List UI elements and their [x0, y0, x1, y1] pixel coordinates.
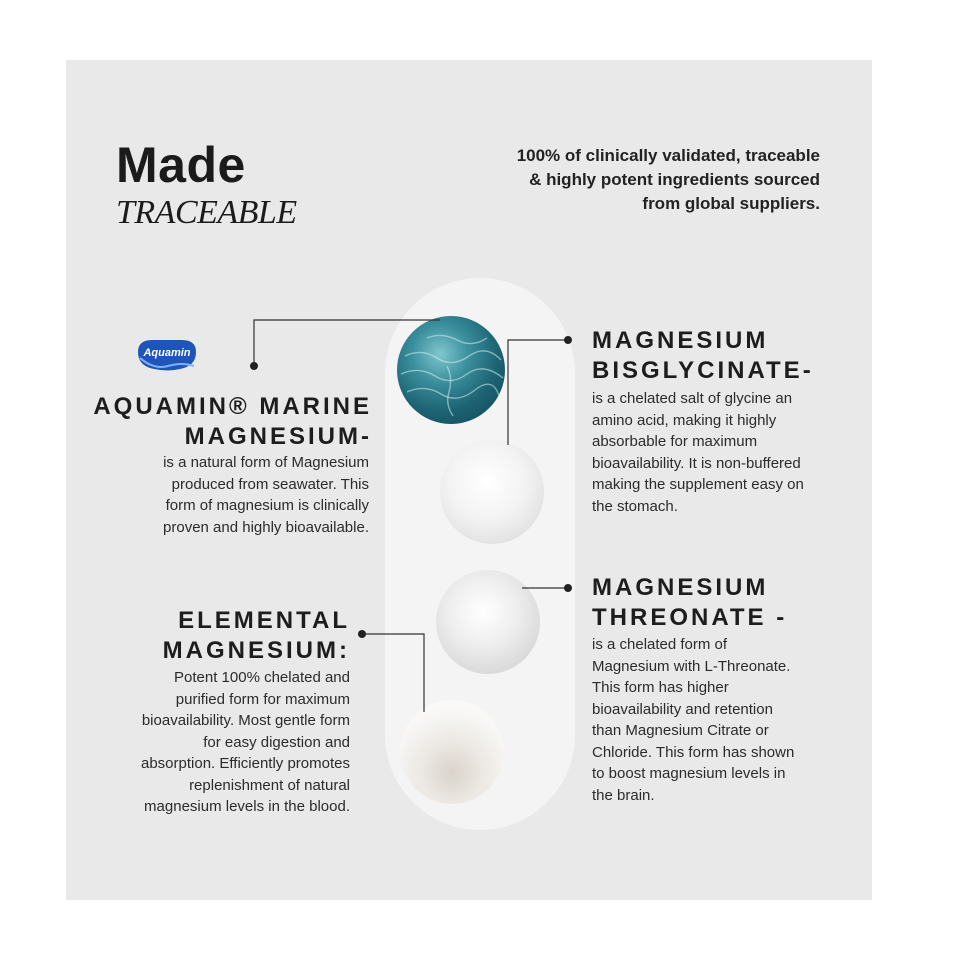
tagline-line: & highly potent ingredients sourced — [529, 170, 820, 189]
aquamin-logo-icon — [134, 336, 198, 374]
description-line: proven and highly bioavailable. — [163, 518, 369, 536]
description-line: the stomach. — [592, 497, 678, 515]
description-line: purified form for maximum — [175, 690, 350, 708]
description-line: the brain. — [592, 786, 655, 804]
heading-line: ELEMENTAL — [178, 607, 350, 634]
page-subtitle: TRACEABLE — [116, 194, 297, 231]
aquamin-logo-text: Aquamin — [143, 347, 191, 359]
bisglycinate-connector — [508, 340, 566, 445]
heading-line: BISGLYCINATE- — [592, 357, 814, 384]
elemental-description — [80, 667, 350, 818]
description-line: form of magnesium is clinically — [165, 497, 369, 514]
description-line: is a chelated form of — [592, 636, 728, 653]
heading-line: THREONATE - — [592, 604, 788, 631]
description-line: Potent 100% chelated and — [174, 669, 350, 686]
heading-line: AQUAMIN® MARINE — [93, 393, 372, 420]
description-line: This form has higher — [592, 679, 729, 696]
heading-line: MAGNESIUM- — [184, 423, 372, 450]
description-line: amino acid, making it highly — [592, 411, 777, 429]
threonate-heading — [592, 573, 852, 633]
description-line: replenishment of natural — [189, 776, 350, 794]
heading-line: MAGNESIUM — [592, 327, 769, 354]
description-line: to boost magnesium levels in — [592, 765, 786, 782]
elemental-connector-dot — [358, 630, 366, 638]
description-line: Magnesium with L-Threonate. — [592, 657, 791, 675]
description-line: than Magnesium Citrate or — [592, 722, 769, 739]
description-line: produced from seawater. This — [171, 475, 369, 493]
aquamin-logo — [134, 336, 198, 374]
page-title: Made — [116, 137, 246, 193]
aquamin-connector-dot — [250, 362, 258, 370]
heading-line: MAGNESIUM — [592, 574, 769, 601]
description-line: is a chelated salt of glycine an — [592, 390, 793, 407]
bisglycinate-heading — [592, 326, 852, 386]
description-line: bioavailability and retention — [592, 700, 773, 718]
bisglycinate-connector-dot — [564, 336, 572, 344]
aquamin-heading — [60, 392, 372, 452]
description-line: absorption. Efficiently promotes — [141, 755, 350, 772]
description-line: is a natural form of Magnesium — [163, 454, 369, 471]
elemental-connector — [364, 634, 424, 712]
aquamin-connector — [254, 320, 440, 366]
description-line: making the supplement easy on — [592, 476, 804, 493]
tagline-line: from global suppliers. — [642, 194, 820, 213]
description-line: for easy digestion and — [203, 733, 350, 751]
description-line: magnesium levels in the blood. — [144, 798, 350, 815]
description-line: Chloride. This form has shown — [592, 743, 795, 761]
threonate-connector-dot — [564, 584, 572, 592]
description-line: bioavailability. It is non-buffered — [592, 454, 801, 472]
threonate-description — [592, 634, 842, 806]
tagline-line: 100% of clinically validated, traceable — [516, 146, 820, 165]
aquamin-description — [96, 452, 369, 538]
heading-line: MAGNESIUM: — [162, 637, 350, 664]
bisglycinate-description — [592, 388, 852, 517]
elemental-heading — [60, 606, 350, 666]
description-line: bioavailability. Most gentle form — [141, 712, 350, 729]
description-line: absorbable for maximum — [592, 433, 758, 450]
